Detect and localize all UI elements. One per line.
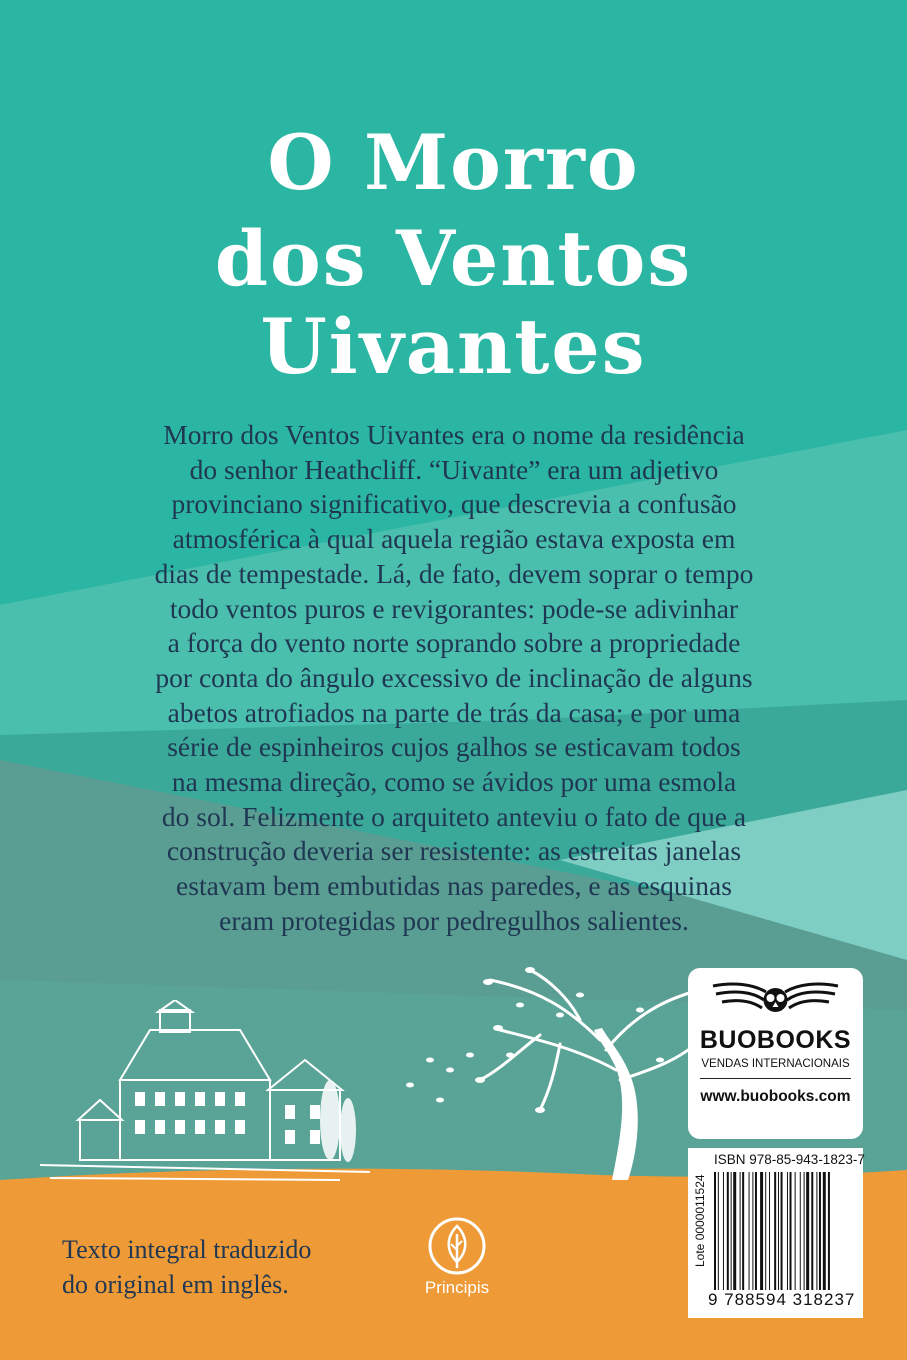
- isbn-label: ISBN 978-85-943-1823-7: [714, 1152, 865, 1167]
- synopsis-line: dias de tempestade. Lá, de fato, devem soprar o tempo: [154, 557, 754, 589]
- translation-note-line-2: do original em inglês.: [62, 1270, 289, 1299]
- leaf-icon: [427, 1216, 487, 1276]
- synopsis: [118, 418, 790, 939]
- synopsis-line: eram protegidas por pedregulhos salientes.: [219, 904, 689, 936]
- synopsis-line: do sol. Felizmente o arquiteto anteviu o fato de que a: [161, 800, 747, 832]
- lote-number: Lote 0000011524: [693, 1174, 707, 1267]
- synopsis-line: todo ventos puros e revigorantes: pode-se adivinhar: [169, 592, 739, 624]
- synopsis-line: construção deveria ser resistente: as estreitas janelas: [166, 835, 742, 867]
- synopsis-line: provinciano significativo, que descrevia a confusão: [171, 488, 737, 520]
- publisher-logo: [412, 1216, 502, 1298]
- synopsis-line: do senhor Heathcliff. “Uivante” era um adjetivo: [189, 453, 719, 485]
- synopsis-line: na mesma direção, como se ávidos por uma esmola: [171, 766, 737, 798]
- manor-house-illustration: [40, 1000, 380, 1190]
- owl-wings-icon: [708, 978, 843, 1018]
- synopsis-line: a força do vento norte soprando sobre a propriedade: [167, 627, 741, 659]
- synopsis-line: abetos atrofiados na parte de trás da casa; e por uma: [167, 696, 741, 728]
- book-title-line-2: dos Ventos: [214, 214, 693, 303]
- barcode-digits: 9 788594 318237: [708, 1290, 856, 1309]
- distributor-subtitle: VENDAS INTERNACIONAIS: [701, 1058, 850, 1070]
- divider: [700, 1078, 851, 1079]
- synopsis-line: atmosférica à qual aquela região estava exposta em: [172, 523, 736, 555]
- barcode-icon: [714, 1172, 856, 1290]
- book-title-line-3: Uivantes: [260, 302, 647, 391]
- translation-note: [62, 1232, 342, 1302]
- synopsis-line: série de espinheiros cujos galhos se esticavam todos: [167, 731, 741, 763]
- publisher-name: Principis: [424, 1278, 490, 1297]
- distributor-url: www.buobooks.com: [700, 1088, 851, 1105]
- distributor-badge: [688, 968, 863, 1139]
- synopsis-line: Morro dos Ventos Uivantes era o nome da residência: [163, 419, 745, 450]
- synopsis-line: estavam bem embutidas nas paredes, e as esquinas: [176, 870, 732, 902]
- distributor-name: BUOBOOKS: [699, 1026, 852, 1054]
- barcode-block: [688, 1148, 863, 1318]
- windswept-tree-illustration: [380, 960, 710, 1190]
- book-title-line-1: O Morro: [267, 118, 640, 207]
- synopsis-line: por conta do ângulo excessivo de inclinação de alguns: [155, 661, 753, 693]
- translation-note-line-1: Texto integral traduzido: [62, 1235, 312, 1264]
